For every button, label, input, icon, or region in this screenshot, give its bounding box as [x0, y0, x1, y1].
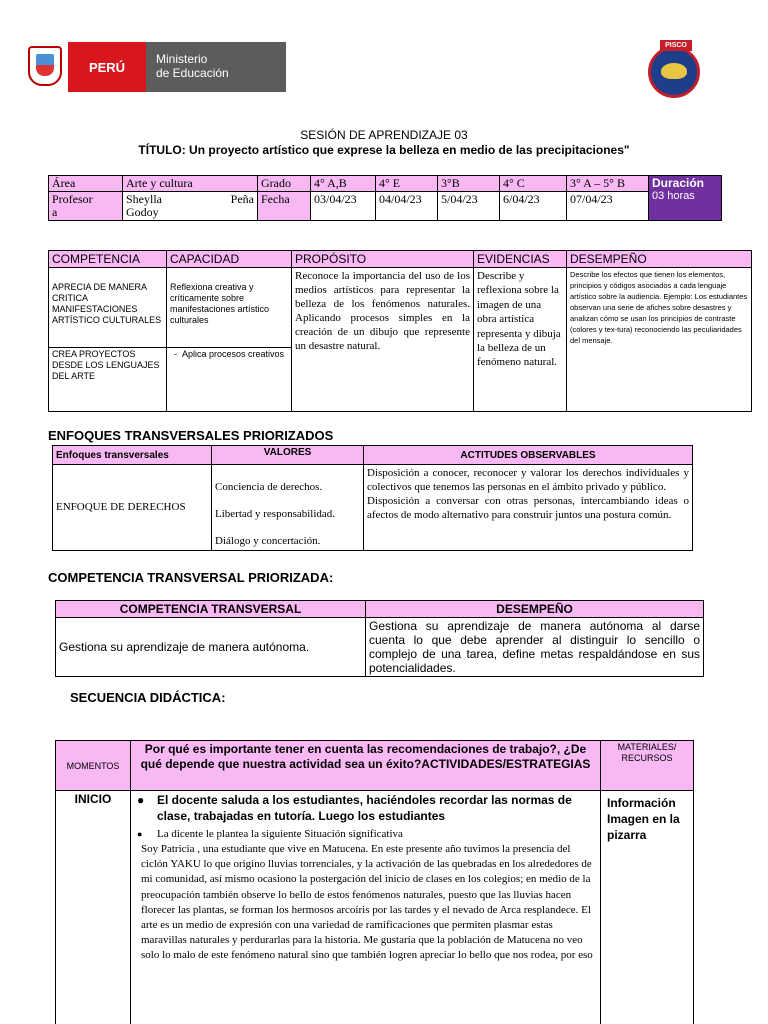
school-shield-icon: [648, 46, 700, 98]
col-actividades: [131, 741, 601, 791]
bullet-1: [137, 792, 597, 824]
fecha-label: Fecha: [258, 192, 311, 221]
header-competencia: COMPETENCIA: [49, 251, 167, 268]
col-materiales: MATERIALES/ RECURSOS: [601, 741, 694, 791]
profesor-label: [49, 192, 123, 221]
bullet-dot-icon: ●: [137, 793, 145, 807]
bullet-dot-icon: ●: [137, 829, 143, 839]
bullet-2-text: La dicente le plantea la siguiente Situación significativa: [157, 828, 403, 840]
col-momentos: MOMENTOS: [56, 741, 131, 791]
date-cell: 5/04/23: [438, 192, 500, 221]
bullet-1-text: El docente saluda a los estudiantes, haciéndoles recordar las normas de clase, trabajadas en tutoría. Luego los estudiantes: [157, 793, 572, 823]
header-desempeno: DESEMPEÑO: [567, 251, 752, 268]
actitud-1: Disposición a conocer, reconocer y valorar los derechos individuales y colectivos que tenemos las personas en el ámbito privado y público.: [367, 467, 689, 493]
competencia-2: CREA PROYECTOS DESDE LOS LENGUAJES DEL ARTE: [49, 348, 167, 412]
enfoques-col-1: Enfoques transversales: [53, 446, 212, 465]
date-cell: 04/04/23: [376, 192, 438, 221]
ministry-line1: Ministerio: [156, 52, 208, 66]
header-evidencias: EVIDENCIAS: [474, 251, 567, 268]
date-cell: 07/04/23: [567, 192, 649, 221]
capacidad-2-text: Aplica procesos creativos: [182, 349, 285, 359]
situacion-significativa: Soy Patricia , una estudiante que vive en Matucena. En este presente año tuvimos la presencia del ciclón YAKU lo que origino lluvias torrenciales, y la activación de las quebradas en los alrededores de mi comunidad, así mismo ocasiono la postergación del inicio de clases en los colegios; en medio de la preocupación también observe lo bello de estos fenómenos naturales, puesto que las lluvias hacen florecer las plantas, se forman los hermosos arcoíris por las tardes y el nevado de Arca resplandece. El arte es un medio de expresión con una variedad de ramificaciones que permiten plasmar estas maravillas naturales y perdurarlas para la historia. Me gustaría que la población de Matucena no veo solo lo malo de este fenómeno natural sino que también logren apreciar lo bello que nos rodea, por eso: [141, 843, 593, 962]
ministry-label: [146, 42, 286, 92]
valor-item: Conciencia de derechos.: [215, 481, 323, 493]
school-badge-text: PISCO: [660, 40, 692, 51]
comp-transversal-title: COMPETENCIA TRANSVERSAL PRIORIZADA:: [48, 570, 334, 585]
area-label: Área: [49, 176, 123, 192]
area-value: Arte y cultura: [123, 176, 258, 192]
grade-cell: 3°B: [438, 176, 500, 192]
grado-label: Grado: [258, 176, 311, 192]
grade-cell: 4° E: [376, 176, 438, 192]
profesor-value: [123, 192, 258, 221]
comp-transversal-col-2: DESEMPEÑO: [366, 601, 704, 618]
profesor-label-line1: Profesor: [52, 192, 93, 206]
secuencia-title: SECUENCIA DIDÁCTICA:: [70, 690, 226, 705]
col-question-tail: ACTIVIDADES/ESTRATEGIAS: [421, 757, 591, 771]
session-title: TÍTULO: Un proyecto artístico que exprese la belleza en medio de las precipitaciones": [138, 143, 630, 157]
bullet-2: [137, 827, 597, 842]
capacidad-1: Reflexiona creativa y críticamente sobre manifestaciones artístico culturales: [167, 268, 292, 348]
valores-cell: [212, 465, 364, 551]
enfoques-col-2: VALORES: [212, 446, 364, 465]
enfoque-derechos: ENFOQUE DE DERECHOS: [53, 465, 212, 551]
comp-transversal-desempeno: Gestiona su aprendizaje de manera autónoma al darse cuenta lo que debe aprender al distinguir lo sencillo o complejo de una tarea, define metas respaldándose en sus potencialidades.: [366, 618, 704, 677]
minedu-logo: [28, 42, 258, 92]
enfoques-col-3: ACTITUDES OBSERVABLES: [364, 446, 693, 465]
grade-cell: 4° A,B: [311, 176, 376, 192]
header-proposito: PROPÓSITO: [292, 251, 474, 268]
duracion-label: Duración: [652, 176, 705, 190]
proposito: Reconoce la importancia del uso de los medios artísticos para representar la belleza de los fenómenos naturales. Aplicando procesos simples en la creación de un dibujo que represente un desastre natural.: [292, 268, 474, 412]
grade-cell: 3° A – 5° B: [567, 176, 649, 192]
evidencias: Describe y reflexiona sobre la imagen de una obra artística representa y dibuja la belleza de un fenómeno natural.: [474, 268, 567, 412]
header-capacidad: CAPACIDAD: [167, 251, 292, 268]
momento-inicio: INICIO: [56, 791, 131, 1024]
ministry-line2: de Educación: [156, 66, 229, 80]
competencia-1: APRECIA DE MANERA CRITICA MANIFESTACIONES ARTÍSTICO CULTURALES: [49, 268, 167, 348]
peru-coat-of-arms-icon: [28, 46, 62, 86]
info-table: [48, 175, 722, 221]
duracion-cell: [649, 176, 722, 221]
session-number: SESIÓN DE APRENDIZAJE 03: [300, 128, 468, 142]
profesor-second-last-name: Godoy: [126, 205, 159, 219]
capacidad-2-cell: [167, 348, 292, 412]
enfoques-title: ENFOQUES TRANSVERSALES PRIORIZADOS: [48, 428, 334, 443]
comp-transversal-col-1: COMPETENCIA TRANSVERSAL: [56, 601, 366, 618]
date-cell: 6/04/23: [500, 192, 567, 221]
competencia-table: [48, 250, 752, 412]
peru-label: PERÚ: [68, 42, 146, 92]
actividades-cell: [131, 791, 601, 1024]
capacidad-2: - Aplica procesos creativos: [174, 349, 285, 359]
valor-item: Diálogo y concertación.: [215, 535, 321, 547]
profesor-first-name: Sheylla: [126, 192, 162, 206]
comp-transversal-competencia: Gestiona su aprendizaje de manera autónoma.: [56, 618, 366, 677]
school-logo: [640, 40, 710, 100]
secuencia-table: [55, 740, 694, 1024]
materiales: Información Imagen en la pizarra: [601, 791, 694, 1024]
grade-cell: 4° C: [500, 176, 567, 192]
comp-transversal-table: [55, 600, 704, 677]
col-question: Por qué es importante tener en cuenta las recomendaciones de trabajo?, ¿De qué depende que nuestra actividad sea un éxito?: [140, 742, 587, 771]
duracion-value: 03 horas: [652, 190, 695, 202]
actitudes-cell: [364, 465, 693, 551]
actitud-2: Disposición a conversar con otras personas, intercambiando ideas o afectos de modo alternativo para construir juntos una postura común.: [367, 495, 689, 521]
profesor-last-name: Peña: [230, 192, 254, 206]
profesor-label-line2: a: [52, 205, 58, 219]
desempeno: Describe los efectos que tienen los elementos, principios y códigos asociados a cada lenguaje artístico sobre la audiencia. Ejemplo: Los estudiantes observan una serie de afiches sobre desastres y analizan cómo se usan los principios de contraste (colores y tex-tura) reconociendo las peculiaridades del mensaje.: [567, 268, 752, 412]
enfoques-table: [52, 445, 693, 551]
date-cell: 03/04/23: [311, 192, 376, 221]
valor-item: Libertad y responsabilidad.: [215, 508, 336, 520]
